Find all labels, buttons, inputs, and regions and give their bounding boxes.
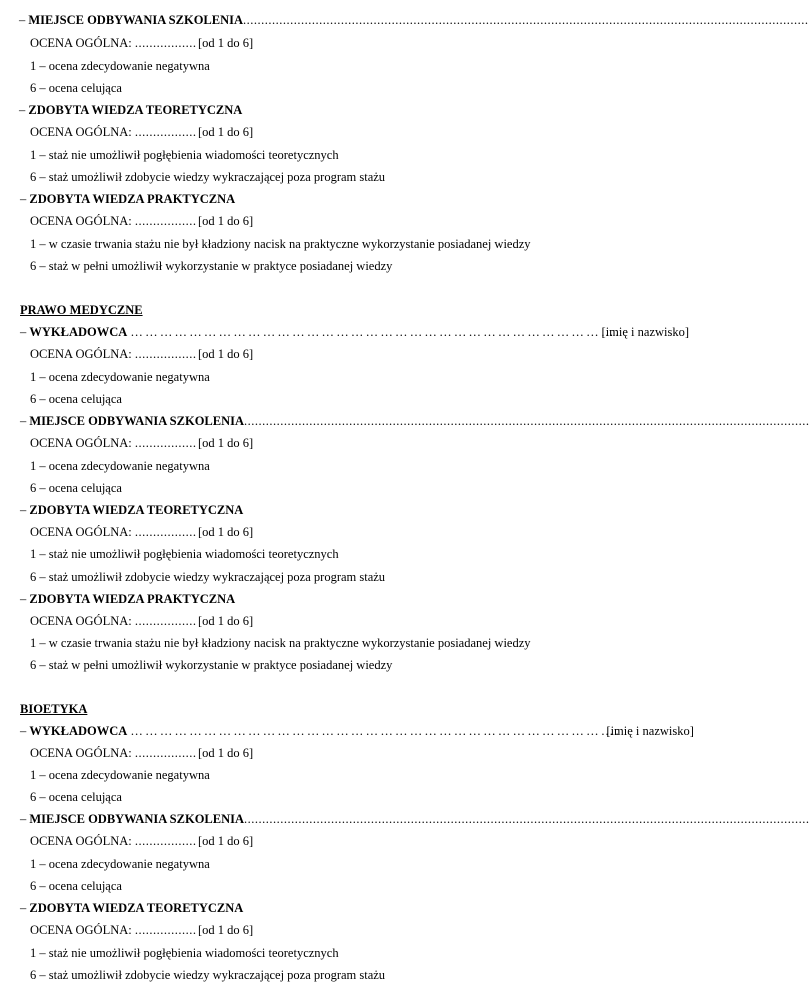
dash: –	[20, 192, 27, 206]
lecturer-field-row	[20, 720, 694, 742]
dash: –	[19, 13, 26, 27]
score-range: [od 1 do 6]	[197, 36, 254, 50]
score-row	[30, 32, 253, 54]
lecturer-hint: [imię i nazwisko]	[606, 724, 694, 738]
score-range: [od 1 do 6]	[197, 125, 254, 139]
score-row	[30, 830, 253, 852]
scale-note: 1 – staż nie umożliwił pogłębienia wiadomości teoretycznych	[30, 547, 339, 561]
place-input-line[interactable]: ............................................................................................................................................................	[244, 414, 810, 428]
dash: –	[20, 592, 27, 606]
place-input-line[interactable]: ............................................................................................................................................................	[244, 812, 810, 826]
scale-note: 1 – ocena zdecydowanie negatywna	[30, 370, 210, 384]
scale-note: 1 – staż nie umożliwił pogłębienia wiadomości teoretycznych	[30, 946, 339, 960]
dash: –	[20, 325, 27, 339]
lecturer-input-line[interactable]: ……………………………………………………………………………………….	[130, 724, 621, 738]
heading-row	[20, 897, 243, 919]
criterion-heading: ZDOBYTA WIEDZA PRAKTYCZNA	[29, 192, 236, 206]
scale-note: 6 – ocena celująca	[30, 790, 122, 804]
score-range: [od 1 do 6]	[197, 214, 254, 228]
score-range: [od 1 do 6]	[197, 614, 254, 628]
score-range: [od 1 do 6]	[197, 525, 254, 539]
score-input-line[interactable]: .................	[134, 125, 197, 139]
score-row	[30, 121, 253, 143]
scale-note: 6 – ocena celująca	[30, 81, 122, 95]
score-label: OCENA OGÓLNA:	[30, 436, 132, 450]
scale-note: 6 – ocena celująca	[30, 481, 122, 495]
score-input-line[interactable]: .................	[134, 36, 197, 50]
score-row	[30, 919, 253, 941]
dash: –	[20, 724, 27, 738]
lecturer-label: WYKŁADOWCA	[29, 325, 128, 339]
score-input-line[interactable]: .................	[134, 214, 197, 228]
scale-note: 6 – ocena celująca	[30, 392, 122, 406]
criterion-heading: ZDOBYTA WIEDZA TEORETYCZNA	[29, 901, 244, 915]
criterion-heading: ZDOBYTA WIEDZA TEORETYCZNA	[28, 103, 243, 117]
criterion-heading: ZDOBYTA WIEDZA TEORETYCZNA	[29, 503, 244, 517]
heading-row	[20, 588, 235, 610]
place-field-row	[20, 808, 810, 830]
heading-row	[20, 499, 243, 521]
score-label: OCENA OGÓLNA:	[30, 36, 132, 50]
place-label: MIEJSCE ODBYWANIA SZKOLENIA	[28, 13, 244, 27]
score-range: [od 1 do 6]	[197, 347, 254, 361]
dash: –	[20, 812, 27, 826]
score-row	[30, 610, 253, 632]
lecturer-input-line[interactable]: ……………………………………………………………………………………….	[130, 325, 621, 339]
score-label: OCENA OGÓLNA:	[30, 746, 132, 760]
score-row	[30, 432, 253, 454]
score-input-line[interactable]: .................	[134, 923, 197, 937]
place-label: MIEJSCE ODBYWANIA SZKOLENIA	[29, 414, 245, 428]
score-label: OCENA OGÓLNA:	[30, 347, 132, 361]
score-input-line[interactable]: .................	[134, 614, 197, 628]
score-label: OCENA OGÓLNA:	[30, 834, 132, 848]
score-label: OCENA OGÓLNA:	[30, 614, 132, 628]
score-range: [od 1 do 6]	[197, 834, 254, 848]
score-input-line[interactable]: .................	[134, 436, 197, 450]
place-field-row	[19, 9, 809, 31]
score-input-line[interactable]: .................	[134, 347, 197, 361]
lecturer-hint: [imię i nazwisko]	[601, 325, 690, 339]
scale-note: 1 – staż nie umożliwił pogłębienia wiadomości teoretycznych	[30, 148, 339, 162]
place-label: MIEJSCE ODBYWANIA SZKOLENIA	[29, 812, 245, 826]
section-title: BIOETYKA	[20, 702, 88, 716]
score-input-line[interactable]: .................	[134, 746, 197, 760]
scale-note: 6 – staż umożliwił zdobycie wiedzy wykraczającej poza program stażu	[30, 968, 386, 982]
scale-note: 1 – ocena zdecydowanie negatywna	[30, 459, 210, 473]
score-row	[30, 210, 253, 232]
score-row	[30, 521, 253, 543]
score-range: [od 1 do 6]	[197, 746, 254, 760]
heading-row	[20, 188, 235, 210]
scale-note: 1 – ocena zdecydowanie negatywna	[30, 768, 210, 782]
scale-note: 6 – staż umożliwił zdobycie wiedzy wykraczającej poza program stażu	[30, 170, 386, 184]
dash: –	[20, 503, 27, 517]
scale-note: 6 – ocena celująca	[30, 879, 122, 893]
scale-note: 1 – ocena zdecydowanie negatywna	[30, 857, 210, 871]
heading-row	[19, 99, 242, 121]
score-input-line[interactable]: .................	[134, 525, 197, 539]
dash: –	[20, 414, 27, 428]
place-input-line[interactable]: ............................................................................................................................................................	[243, 13, 809, 27]
section-title: PRAWO MEDYCZNE	[20, 303, 143, 317]
lecturer-field-row	[20, 321, 689, 343]
score-range: [od 1 do 6]	[197, 436, 254, 450]
scale-note: 6 – staż umożliwił zdobycie wiedzy wykraczającej poza program stażu	[30, 570, 386, 584]
scale-note: 1 – w czasie trwania stażu nie był kładziony nacisk na praktyczne wykorzystanie posiadanej wiedzy	[30, 237, 531, 251]
score-label: OCENA OGÓLNA:	[30, 214, 132, 228]
score-label: OCENA OGÓLNA:	[30, 125, 132, 139]
score-row	[30, 742, 253, 764]
score-row	[30, 343, 253, 365]
scale-note: 1 – ocena zdecydowanie negatywna	[30, 59, 210, 73]
scale-note: 6 – staż w pełni umożliwił wykorzystanie w praktyce posiadanej wiedzy	[30, 259, 393, 273]
score-range: [od 1 do 6]	[197, 923, 254, 937]
place-field-row	[20, 410, 810, 432]
scale-note: 6 – staż w pełni umożliwił wykorzystanie w praktyce posiadanej wiedzy	[30, 658, 393, 672]
dash: –	[19, 103, 26, 117]
score-label: OCENA OGÓLNA:	[30, 525, 132, 539]
score-label: OCENA OGÓLNA:	[30, 923, 132, 937]
score-input-line[interactable]: .................	[134, 834, 197, 848]
criterion-heading: ZDOBYTA WIEDZA PRAKTYCZNA	[29, 592, 236, 606]
dash: –	[20, 901, 27, 915]
scale-note: 1 – w czasie trwania stażu nie był kładziony nacisk na praktyczne wykorzystanie posiadanej wiedzy	[30, 636, 531, 650]
lecturer-label: WYKŁADOWCA	[29, 724, 128, 738]
